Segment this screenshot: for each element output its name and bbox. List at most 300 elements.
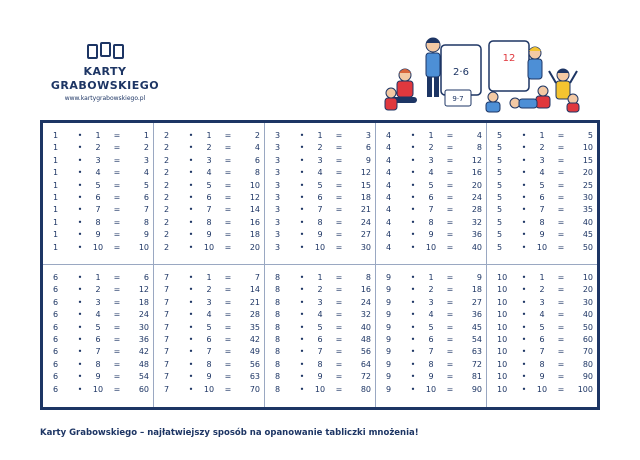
product: 24 [138, 310, 149, 320]
factor-b: 4 [539, 310, 545, 320]
factor-b: 8 [206, 217, 212, 227]
equals-sign: = [224, 168, 232, 178]
factor-a: 1 [53, 155, 59, 165]
product: 80 [582, 359, 593, 369]
table-row [380, 322, 482, 334]
times-sign: • [521, 155, 527, 165]
equals-sign: = [557, 347, 565, 357]
factor-a: 9 [386, 347, 392, 357]
product: 15 [360, 180, 371, 190]
table-row [47, 142, 149, 154]
factor-b: 9 [95, 230, 101, 240]
factor-b: 1 [539, 131, 545, 140]
table-row [491, 371, 593, 383]
factor-b: 10 [92, 242, 104, 252]
table-row [158, 167, 260, 179]
factor-a: 7 [164, 359, 170, 369]
table-row [269, 242, 371, 254]
product: 4 [254, 143, 260, 153]
factor-b: 3 [428, 155, 434, 165]
product: 8 [476, 143, 482, 153]
table-row [269, 229, 371, 241]
times-sign: • [521, 230, 527, 240]
equals-sign: = [446, 242, 454, 252]
product: 20 [471, 180, 482, 190]
factor-a: 8 [275, 372, 281, 382]
product: 60 [582, 334, 593, 344]
factor-a: 10 [497, 384, 508, 394]
factor-a: 4 [386, 205, 392, 215]
times-sign: • [299, 347, 305, 357]
factor-b: 1 [95, 273, 101, 282]
factor-b: 2 [95, 285, 101, 295]
product: 40 [582, 217, 593, 227]
brand-name-line1: KARTY [83, 65, 127, 78]
factor-a: 2 [164, 168, 170, 178]
product: 72 [471, 359, 482, 369]
factor-a: 6 [53, 372, 59, 382]
table-block-1 [43, 123, 154, 265]
factor-b: 1 [317, 131, 323, 140]
table-row [380, 167, 482, 179]
factor-a: 7 [164, 297, 170, 307]
factor-a: 5 [497, 217, 503, 227]
factor-a: 8 [275, 310, 281, 320]
card-icon [87, 44, 98, 59]
equals-sign: = [335, 384, 343, 394]
equals-sign: = [557, 310, 565, 320]
table-row [158, 297, 260, 309]
product: 32 [471, 217, 482, 227]
equals-sign: = [335, 310, 343, 320]
product: 1 [143, 131, 149, 140]
equals-sign: = [446, 192, 454, 202]
table-row [380, 155, 482, 167]
times-sign: • [299, 285, 305, 295]
product: 9 [476, 273, 482, 282]
times-sign: • [299, 180, 305, 190]
factor-b: 9 [206, 372, 212, 382]
product: 90 [582, 372, 593, 382]
card-right-text: 12 [502, 53, 516, 64]
times-sign: • [188, 285, 194, 295]
factor-b: 3 [206, 155, 212, 165]
table-row [269, 359, 371, 371]
factor-a: 6 [53, 322, 59, 332]
factor-a: 8 [275, 359, 281, 369]
factor-b: 5 [539, 322, 545, 332]
table-row [47, 346, 149, 358]
product: 5 [587, 131, 593, 140]
factor-b: 2 [317, 143, 323, 153]
equals-sign: = [335, 273, 343, 282]
equals-sign: = [224, 180, 232, 190]
factor-b: 2 [539, 285, 545, 295]
factor-b: 6 [95, 334, 101, 344]
table-row [47, 192, 149, 204]
times-sign: • [188, 297, 194, 307]
factor-a: 9 [386, 334, 392, 344]
equals-sign: = [113, 297, 121, 307]
factor-b: 5 [428, 322, 434, 332]
equals-sign: = [224, 192, 232, 202]
equals-sign: = [446, 359, 454, 369]
product: 40 [582, 310, 593, 320]
product: 3 [365, 131, 371, 140]
table-row [47, 242, 149, 254]
times-sign: • [77, 155, 83, 165]
factor-b: 3 [317, 155, 323, 165]
times-sign: • [299, 384, 305, 394]
table-row [380, 359, 482, 371]
card-small-text: 9·7 [452, 95, 464, 103]
factor-a: 2 [164, 143, 170, 153]
factor-b: 8 [539, 359, 545, 369]
factor-a: 1 [53, 242, 59, 252]
factor-a: 3 [275, 192, 281, 202]
factor-b: 5 [317, 180, 323, 190]
times-sign: • [188, 384, 194, 394]
times-sign: • [410, 322, 416, 332]
factor-a: 4 [386, 192, 392, 202]
product: 6 [143, 273, 149, 282]
product: 18 [138, 297, 149, 307]
times-sign: • [188, 372, 194, 382]
factor-a: 5 [497, 230, 503, 240]
product: 10 [582, 273, 593, 282]
table-row [491, 384, 593, 396]
equals-sign: = [557, 230, 565, 240]
times-sign: • [299, 297, 305, 307]
footer-slogan: Karty Grabowskiego – najłatwiejszy sposób na opanowanie tabliczki mnożenia! [40, 428, 419, 438]
factor-a: 3 [275, 230, 281, 240]
times-sign: • [77, 205, 83, 215]
product: 81 [471, 372, 482, 382]
times-sign: • [188, 143, 194, 153]
factor-b: 8 [428, 217, 434, 227]
factor-a: 4 [386, 155, 392, 165]
times-sign: • [188, 155, 194, 165]
factor-a: 4 [386, 242, 392, 252]
times-sign: • [188, 192, 194, 202]
factor-b: 4 [317, 310, 323, 320]
multiplication-table [40, 120, 600, 410]
product: 45 [471, 322, 482, 332]
equals-sign: = [224, 155, 232, 165]
table-block-7 [154, 265, 265, 407]
product: 18 [471, 285, 482, 295]
equals-sign: = [224, 334, 232, 344]
factor-b: 1 [206, 131, 212, 140]
equals-sign: = [335, 334, 343, 344]
equals-sign: = [557, 384, 565, 394]
factor-a: 6 [53, 297, 59, 307]
table-block-5 [487, 123, 597, 265]
factor-b: 6 [317, 334, 323, 344]
times-sign: • [521, 322, 527, 332]
equals-sign: = [557, 297, 565, 307]
factor-b: 3 [539, 297, 545, 307]
times-sign: • [521, 205, 527, 215]
factor-b: 5 [317, 322, 323, 332]
times-sign: • [299, 322, 305, 332]
equals-sign: = [113, 322, 121, 332]
times-sign: • [521, 384, 527, 394]
factor-a: 5 [497, 205, 503, 215]
equals-sign: = [113, 230, 121, 240]
cards-logo-icon [40, 44, 170, 64]
factor-a: 2 [164, 230, 170, 240]
card-left-text: 2·6 [453, 67, 469, 78]
product: 16 [249, 217, 260, 227]
factor-b: 9 [95, 372, 101, 382]
equals-sign: = [113, 359, 121, 369]
product: 20 [582, 168, 593, 178]
factor-a: 5 [497, 180, 503, 190]
table-row [158, 384, 260, 396]
factor-a: 3 [275, 242, 281, 252]
table-row [269, 167, 371, 179]
table-row [269, 204, 371, 216]
table-row [158, 217, 260, 229]
product: 36 [138, 334, 149, 344]
factor-a: 2 [164, 192, 170, 202]
factor-b: 2 [95, 143, 101, 153]
table-block-9 [376, 265, 487, 407]
equals-sign: = [113, 285, 121, 295]
product: 100 [577, 384, 593, 394]
factor-a: 10 [497, 322, 508, 332]
times-sign: • [521, 347, 527, 357]
equals-sign: = [335, 205, 343, 215]
product: 25 [582, 180, 593, 190]
product: 24 [471, 192, 482, 202]
equals-sign: = [224, 273, 232, 282]
factor-a: 9 [386, 322, 392, 332]
equals-sign: = [446, 334, 454, 344]
table-row [47, 371, 149, 383]
factor-a: 9 [386, 372, 392, 382]
factor-a: 5 [497, 155, 503, 165]
equals-sign: = [224, 217, 232, 227]
times-sign: • [521, 273, 527, 282]
factor-a: 8 [275, 334, 281, 344]
factor-b: 9 [206, 230, 212, 240]
table-row [491, 130, 593, 142]
factor-b: 7 [317, 205, 323, 215]
times-sign: • [299, 230, 305, 240]
equals-sign: = [113, 192, 121, 202]
factor-a: 8 [275, 273, 281, 282]
equals-sign: = [224, 285, 232, 295]
times-sign: • [77, 359, 83, 369]
times-sign: • [299, 242, 305, 252]
times-sign: • [521, 242, 527, 252]
product: 36 [471, 230, 482, 240]
factor-a: 1 [53, 168, 59, 178]
factor-b: 6 [206, 334, 212, 344]
times-sign: • [188, 230, 194, 240]
table-row [158, 142, 260, 154]
times-sign: • [410, 168, 416, 178]
product: 6 [365, 143, 371, 153]
table-row [380, 180, 482, 192]
factor-a: 9 [386, 359, 392, 369]
table-row [47, 217, 149, 229]
product: 54 [138, 372, 149, 382]
equals-sign: = [446, 180, 454, 190]
times-sign: • [77, 131, 83, 140]
product: 72 [360, 372, 371, 382]
factor-a: 5 [497, 168, 503, 178]
table-row [158, 346, 260, 358]
factor-a: 8 [275, 384, 281, 394]
factor-b: 6 [428, 192, 434, 202]
factor-a: 1 [53, 205, 59, 215]
factor-b: 2 [206, 143, 212, 153]
factor-a: 4 [386, 143, 392, 153]
equals-sign: = [557, 242, 565, 252]
product: 18 [249, 230, 260, 240]
equals-sign: = [224, 143, 232, 153]
factor-a: 6 [53, 359, 59, 369]
equals-sign: = [446, 285, 454, 295]
factor-b: 7 [95, 205, 101, 215]
product: 16 [360, 285, 371, 295]
table-row [47, 167, 149, 179]
table-row [269, 130, 371, 142]
product: 30 [582, 297, 593, 307]
factor-a: 7 [164, 322, 170, 332]
table-row [47, 130, 149, 142]
factor-a: 2 [164, 131, 170, 140]
equals-sign: = [446, 273, 454, 282]
table-row [47, 229, 149, 241]
table-row [380, 242, 482, 254]
product: 2 [254, 131, 260, 140]
factor-a: 6 [53, 334, 59, 344]
factor-a: 9 [386, 384, 392, 394]
equals-sign: = [224, 359, 232, 369]
times-sign: • [521, 297, 527, 307]
table-row [158, 371, 260, 383]
product: 30 [138, 322, 149, 332]
factor-b: 8 [539, 217, 545, 227]
factor-b: 4 [428, 310, 434, 320]
product: 12 [138, 285, 149, 295]
card-icon [100, 42, 111, 57]
table-row [380, 384, 482, 396]
product: 56 [360, 347, 371, 357]
factor-b: 1 [539, 273, 545, 282]
brand-name-line2: GRABOWSKIEGO [50, 79, 160, 92]
factor-b: 10 [425, 242, 437, 252]
times-sign: • [410, 285, 416, 295]
product: 20 [582, 285, 593, 295]
table-row [269, 180, 371, 192]
factor-b: 7 [428, 205, 434, 215]
factor-b: 10 [92, 384, 104, 394]
factor-b: 4 [206, 310, 212, 320]
equals-sign: = [557, 359, 565, 369]
product: 14 [249, 285, 260, 295]
times-sign: • [77, 285, 83, 295]
factor-a: 3 [275, 143, 281, 153]
product: 30 [360, 242, 371, 252]
table-row [491, 242, 593, 254]
table-row [380, 297, 482, 309]
equals-sign: = [446, 143, 454, 153]
table-row [47, 359, 149, 371]
times-sign: • [410, 131, 416, 140]
times-sign: • [299, 205, 305, 215]
table-row [491, 217, 593, 229]
product: 40 [471, 242, 482, 252]
times-sign: • [299, 334, 305, 344]
factor-b: 5 [206, 322, 212, 332]
factor-a: 7 [164, 334, 170, 344]
product: 7 [254, 273, 260, 282]
factor-a: 9 [386, 273, 392, 282]
product: 50 [582, 322, 593, 332]
times-sign: • [77, 372, 83, 382]
table-row [158, 242, 260, 254]
product: 8 [143, 217, 149, 227]
factor-b: 9 [539, 230, 545, 240]
factor-b: 8 [317, 217, 323, 227]
equals-sign: = [335, 285, 343, 295]
factor-a: 2 [164, 155, 170, 165]
equals-sign: = [557, 322, 565, 332]
product: 24 [360, 217, 371, 227]
factor-a: 10 [497, 359, 508, 369]
table-row [269, 384, 371, 396]
product: 2 [143, 143, 149, 153]
card-icon [113, 44, 124, 59]
table-row [158, 334, 260, 346]
equals-sign: = [335, 372, 343, 382]
equals-sign: = [224, 242, 232, 252]
equals-sign: = [446, 155, 454, 165]
table-row [158, 229, 260, 241]
factor-a: 10 [497, 334, 508, 344]
times-sign: • [299, 372, 305, 382]
times-sign: • [410, 334, 416, 344]
product: 35 [582, 205, 593, 215]
factor-a: 3 [275, 205, 281, 215]
factor-a: 10 [497, 347, 508, 357]
equals-sign: = [446, 372, 454, 382]
table-row [380, 217, 482, 229]
equals-sign: = [335, 180, 343, 190]
product: 70 [249, 384, 260, 394]
factor-b: 7 [539, 205, 545, 215]
factor-b: 4 [95, 310, 101, 320]
times-sign: • [299, 192, 305, 202]
factor-b: 6 [206, 192, 212, 202]
product: 20 [249, 242, 260, 252]
table-row [269, 297, 371, 309]
factor-b: 5 [539, 180, 545, 190]
times-sign: • [188, 205, 194, 215]
factor-b: 1 [317, 273, 323, 282]
times-sign: • [188, 217, 194, 227]
equals-sign: = [557, 334, 565, 344]
equals-sign: = [224, 230, 232, 240]
equals-sign: = [224, 384, 232, 394]
factor-a: 6 [53, 347, 59, 357]
equals-sign: = [335, 297, 343, 307]
